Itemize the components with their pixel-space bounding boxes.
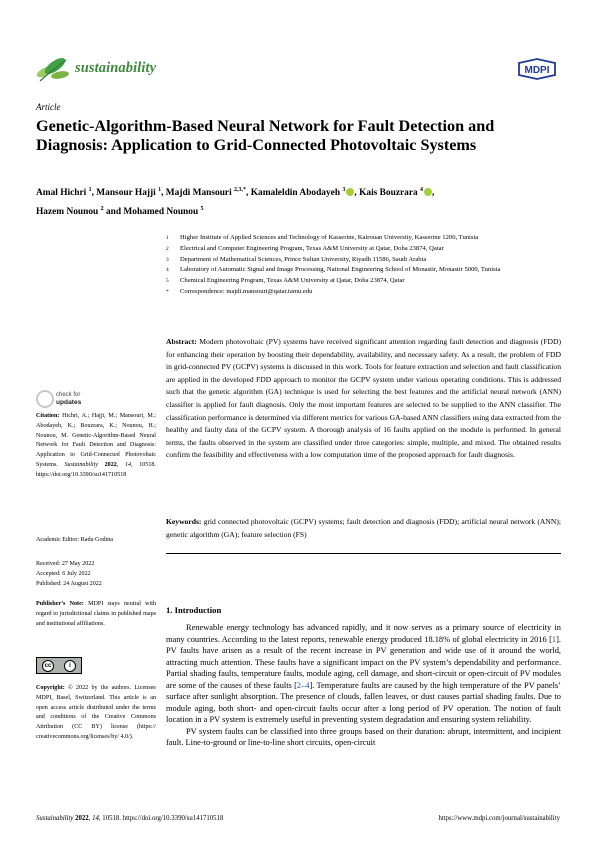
affiliation-number: 5 bbox=[166, 278, 169, 285]
author-separator: , bbox=[91, 188, 97, 199]
author-affil-sup: 1 bbox=[88, 187, 92, 193]
check-for-updates-icon[interactable] bbox=[36, 390, 54, 408]
citation-year: 2022 bbox=[98, 461, 117, 468]
intro-paragraph bbox=[166, 622, 561, 726]
author-name[interactable]: Hazem Nounou bbox=[36, 207, 99, 218]
cc-glyph: cc bbox=[42, 660, 54, 672]
citation-volume: , 14 bbox=[116, 461, 132, 468]
affiliation-item bbox=[166, 245, 561, 254]
author-separator: and bbox=[103, 207, 124, 218]
publisher-note-text: MDPI stays neutral with regard to jurisdictional claims in published maps and institutional affiliations. bbox=[36, 601, 156, 627]
copyright-label: Copyright: bbox=[36, 685, 65, 691]
author-separator: , bbox=[246, 188, 251, 199]
paragraph-text: Renewable energy technology has advanced rapidly, and it now serves as a primary source of electricity in many countries. According to the latest reports, renewable energy produced 18.18% of global electricity in 2016 [ bbox=[166, 623, 561, 644]
copyright-text: © 2022 by the authors. Licensee MDPI, Basel, Switzerland. This article is an open access article distributed under the terms and conditions of the Creative Commons Attribution (CC BY) license (https:// creativecommons.org/licenses/by/ 4.0/). bbox=[36, 685, 156, 740]
author-name[interactable]: Kamaleldin Abodayeh bbox=[250, 188, 341, 199]
citation-journal: Sustainability bbox=[64, 461, 98, 468]
correspondence-email[interactable]: Correspondence: majdi.mansouri@qatar.tamu.edu bbox=[180, 287, 313, 295]
abstract bbox=[166, 336, 561, 462]
divider bbox=[166, 553, 561, 554]
affiliation-item bbox=[166, 256, 561, 265]
affiliation-text: Higher Institute of Applied Sciences and Technology of Kasserine, Kairouan University, Kasserine 1200, Tunisia bbox=[180, 234, 479, 241]
author-separator: , bbox=[161, 188, 166, 199]
affiliation-text: Laboratory of Automatic Signal and Image Processing, National Engineering School of Monastir, Monastir 5000, Tunisia bbox=[180, 266, 501, 274]
check-line2: updates bbox=[56, 399, 82, 406]
affiliation-text: Electrical and Computer Engineering Program, Texas A&M University at Qatar, Doha 23874, Qatar bbox=[180, 244, 444, 252]
mdpi-logo-text: MDPI bbox=[524, 65, 550, 76]
article-type: Article bbox=[36, 102, 61, 112]
affiliation-number: * bbox=[166, 288, 169, 295]
publisher-note-label: Publisher’s Note: bbox=[36, 601, 84, 607]
journal-name[interactable]: sustainability bbox=[75, 60, 157, 76]
intro-body bbox=[166, 622, 561, 749]
affiliation-number: 4 bbox=[166, 267, 169, 274]
reference-link[interactable]: 2–4 bbox=[296, 680, 310, 690]
received-date: Received: 27 May 2022 bbox=[36, 561, 95, 567]
citation-block bbox=[36, 412, 156, 481]
by-glyph: i bbox=[64, 660, 76, 672]
intro-paragraph: PV system faults can be classified into three groups based on their duration: abrupt, intermittent, and incipient fault. Line-to-ground or line-to-line short circuits, open-circuit bbox=[166, 726, 561, 748]
mdpi-logo-icon[interactable] bbox=[516, 58, 558, 80]
citation-doi[interactable]: , 10518. https://doi.org/10.3390/su141710518 bbox=[36, 461, 156, 478]
author-name[interactable]: Amal Hichri bbox=[36, 188, 87, 199]
check-for-updates-label[interactable] bbox=[56, 392, 81, 407]
author-name[interactable]: Kais Bouzrara bbox=[359, 188, 418, 199]
paragraph-text: ]. Temperature faults are caused by the high temperature of the PV panels’ surface after sunlight absorption. The presence of clouds, fallen leaves, or dust causes partial shading faults. Due to module aging, both short- and open-circuit faults occur after a long period of PV operation. The notion of fault location in a PV system is extremely useful in preventing system degradation and ensuring system reliability. bbox=[166, 680, 561, 725]
footer-year: 2022 bbox=[73, 815, 89, 822]
accepted-date: Accepted: 6 July 2022 bbox=[36, 570, 91, 577]
published-date: Published: 24 August 2022 bbox=[36, 580, 102, 587]
affiliation-text: Department of Mathematical Sciences, Prince Sultan University, Riyadh 11586, Saudi Arabia bbox=[180, 255, 427, 263]
affiliation-list bbox=[166, 234, 561, 299]
author-name[interactable]: Majdi Mansouri bbox=[165, 188, 232, 199]
keywords bbox=[166, 516, 561, 541]
citation-label: Citation: bbox=[36, 413, 60, 419]
affiliation-item bbox=[166, 277, 561, 286]
orcid-icon[interactable] bbox=[424, 188, 435, 199]
reference-link[interactable]: 1 bbox=[551, 634, 557, 644]
affiliation-number: 3 bbox=[166, 256, 169, 263]
footer-citation bbox=[36, 815, 223, 822]
dates-block bbox=[36, 560, 156, 589]
author-name[interactable]: Mohamed Nounou bbox=[123, 207, 199, 218]
paragraph-text: ]. PV faults have arisen as a result of the recent increase in PV generation and wide use of it around the world, attracting much attention. These faults have a significant impact on the PV system’s dependability and performance. Partial shading faults, temperature faults, module aging, cell damage, and short-circuit or open-circuit of PV modules are some of the causes of these faults [ bbox=[166, 634, 561, 690]
page-title: Genetic-Algorithm-Based Neural Network for Fault Detection and Diagnosis: Application to Grid-Connected Photovoltaic Systems bbox=[36, 117, 495, 154]
footer-doi[interactable]: , 10518. https://doi.org/10.3390/su141710518 bbox=[98, 815, 224, 822]
leaf-logo-icon bbox=[36, 54, 70, 84]
author-affil-sup: 1 bbox=[158, 187, 162, 193]
affiliation-text: Chemical Engineering Program, Texas A&M University at Qatar, Doha 23874, Qatar bbox=[180, 277, 405, 285]
footer-volume: , 14 bbox=[88, 815, 99, 822]
publisher-note bbox=[36, 600, 156, 629]
author-separator: , bbox=[354, 188, 360, 199]
author-affil-sup: 2 bbox=[100, 206, 104, 213]
author-affil-sup: 2,3,* bbox=[234, 187, 247, 193]
academic-editor: Academic Editor: Radu Godina bbox=[36, 537, 113, 543]
author-affil-sup: 3 bbox=[342, 187, 346, 193]
correspondence-item bbox=[166, 288, 561, 297]
affiliation-number: 2 bbox=[166, 245, 169, 252]
keywords-label: Keywords: bbox=[166, 517, 202, 526]
abstract-text: Modern photovoltaic (PV) systems have received significant attention regarding fault detection and diagnosis (FDD) for enhancing their operation by boosting their dependability, availability, and necessary safety. As a result, the problem of FDD in grid-connected PV (GCPV) systems is discussed in this work. Tools for feature extraction and selection and fault classification are applied in the developed FDD approach to monitor the GCPV system under various operating conditions. This is addressed such that the genetic algorithm (GA) technique is used for selecting the best features and the artificial neural network (ANN) classifier is applied for fault diagnosis. Only the most important features are selected to be supplied to the ANN classifier. The classification performance is determined via different metrics for various GA-based ANN classifiers using data extracted from the healthy and faulty data of the GCPV system. A thorough analysis of 16 faults applied on the module is performed. In general terms, the faults observed in the system are classified under three categories: simple, multiple, and mixed. The obtained results confirm the feasibility and effectiveness with a low computation time of the proposed approach for fault diagnosis. bbox=[166, 337, 562, 460]
author-name[interactable]: Mansour Hajji bbox=[96, 188, 156, 199]
author-affil-sup: 4 bbox=[420, 187, 424, 193]
affiliation-item bbox=[166, 266, 561, 275]
author-separator: , bbox=[432, 188, 435, 199]
footer-journal: Sustainability bbox=[36, 815, 74, 822]
affiliation-number: 1 bbox=[166, 235, 169, 241]
affiliation-item bbox=[166, 234, 561, 243]
copyright-block bbox=[36, 684, 156, 743]
author-affil-sup: 5 bbox=[200, 206, 204, 213]
citation-text: Hichri, A.; Hajji, M.; Mansouri, M.; Abodayeh, K.; Bouzrara, K.; Nounou, H.; Nounou, M. Genetic-Algorithm-Based Neural Network for Fault Detection and Diagnosis: Application to Grid-Connected Photovoltaic Systems. bbox=[36, 413, 156, 468]
section-heading: 1. Introduction bbox=[166, 605, 222, 615]
author-list bbox=[36, 182, 556, 220]
keywords-text: grid connected photovoltaic (GCPV) systems; fault detection and diagnosis (FDD); artificial neural network (ANN); genetic algorithm (GA); feature selection (FS) bbox=[166, 517, 561, 539]
check-line1: check for bbox=[56, 392, 81, 398]
abstract-label: Abstract: bbox=[166, 337, 197, 346]
footer-journal-url[interactable]: https://www.mdpi.com/journal/sustainability bbox=[438, 815, 560, 822]
creative-commons-icon[interactable] bbox=[36, 657, 82, 674]
